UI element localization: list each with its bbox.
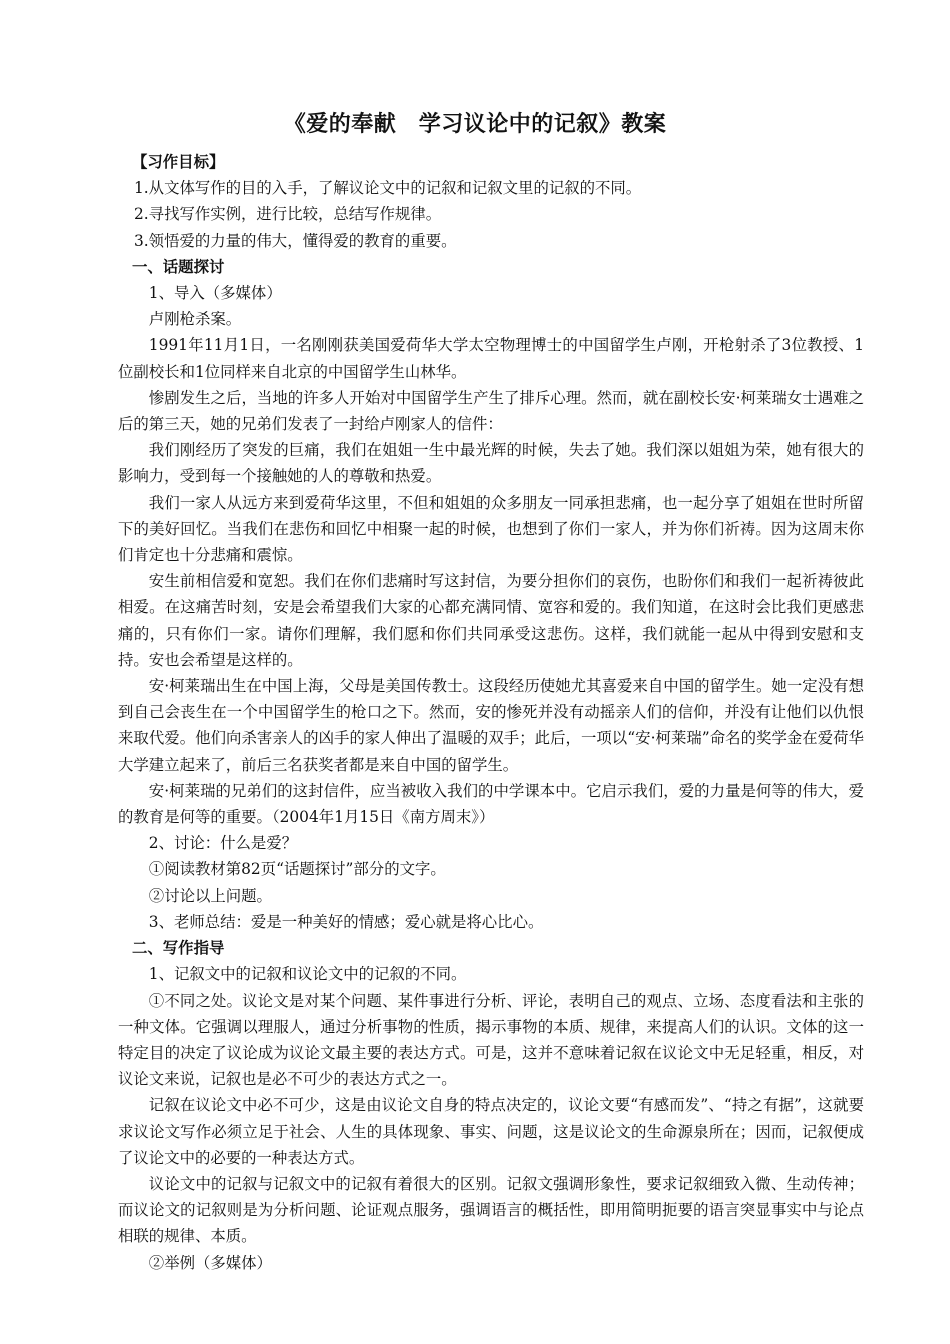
paragraph: 安生前相信爱和宽恕。我们在你们悲痛时写这封信，为要分担你们的哀伤，也盼你们和我们一起祈祷彼此相爱。在这痛苦时刻，安是会希望我们大家的心都充满同情、宽容和爱的。我们知道，在这时会比我们更感悲痛的，只有你们一家。请你们理解，我们愿和你们共同承受这悲伤。这样，我们就能一起从中得到安慰和支持。安也会希望是这样的。 [118,572,864,669]
paragraph: 1、记叙文中的记叙和议论文中的记叙的不同。 [148,965,467,984]
paragraph: 议论文中的记叙与记叙文中的记叙有着很大的区别。记叙文强调形象性，要求记叙细致入微、生动传神；而议论文的记叙则是为分析问题、论证观点服务，强调语言的概括性，即用简明扼要的语言突显事实中与论点相联的规律、本质。 [118,1174,864,1246]
paragraph: ①阅读教材第82页“话题探讨”部分的文字。 [148,860,446,879]
paragraph: ①不同之处。议论文是对某个问题、某件事进行分析、评论，表明自己的观点、立场、态度看法和主张的一种文体。它强调以理服人，通过分析事物的性质，揭示事物的本质、规律，来提高人们的认识。文体的这一特定目的决定了议论成为议论文最主要的表达方式。可是，这并不意味着记叙在议论文中无足轻重，相反，对议论文来说，记叙也是必不可少的表达方式之一。 [118,991,864,1089]
paragraph: 安·柯莱瑞出生在中国上海，父母是美国传教士。这段经历使她尤其喜爱来自中国的留学生。她一定没有想到自己会丧生在一个中国留学生的枪口之下。然而，安的惨死并没有动摇亲人们的信仰，并没有让他们以仇恨来取代爱。他们向杀害亲人的凶手的家人伸出了温暖的双手；此后，一项以“安·柯莱瑞”命名的奖学金在爱荷华大学建立起来了，前后三名获奖者都是来自中国的留学生。 [118,677,864,774]
goal-item: 1.从文体写作的目的入手，了解议论文中的记叙和记叙文里的记叙的不同。 [134,179,642,198]
goal-item: 2.寻找写作实例，进行比较，总结写作规律。 [134,205,442,224]
paragraph: 3、老师总结：爱是一种美好的情感；爱心就是将心比心。 [148,912,544,931]
paragraph: 我们刚经历了突发的巨痛，我们在姐姐一生中最光辉的时候，失去了她。我们深以姐姐为荣，她有很大的影响力，受到每一个接触她的人的尊敬和热爱。 [118,441,864,486]
paragraph: 记叙在议论文中必不可少，这是由议论文自身的特点决定的，议论文要“有感而发”、“持之有据”，这就要求议论文写作必须立足于社会、人生的具体现象、事实、问题，这是议论文的生命源泉所在；因而，记叙便成了议论文中的必要的一种表达方式。 [118,1096,864,1167]
paragraph: ②举例（多媒体） [148,1253,272,1272]
document-title: 《爱的奉献 学习议论中的记叙》教案 [283,112,667,137]
section-heading: 二、写作指导 [132,939,225,958]
document-body [118,149,864,1276]
paragraph: 2、讨论：什么是爱？ [148,834,298,853]
paragraph: 1991年11月1日，一名刚刚获美国爱荷华大学太空物理博士的中国留学生卢刚，开枪射杀了3位教授、1位副校长和1位同样来自北京的中国留学生山林华。 [118,336,864,381]
paragraph: 安·柯莱瑞的兄弟们的这封信件，应当被收入我们的中学课本中。它启示我们，爱的力量是何等的伟大，爱的教育是何等的重要。（2004年1月15日《南方周末》） [118,781,864,827]
goal-item: 3.领悟爱的力量的伟大，懂得爱的教育的重要。 [134,231,457,250]
paragraph: 1、导入（多媒体） [148,284,282,303]
paragraph: 我们一家人从远方来到爱荷华这里，不但和姐姐的众多朋友一同承担悲痛，也一起分享了姐姐在世时所留下的美好回忆。当我们在悲伤和回忆中相聚一起的时候，也想到了你们一家人，并为你们祈祷。因为这周末你们肯定也十分悲痛和震惊。 [118,493,864,565]
paragraph: ②讨论以上问题。 [148,886,272,905]
paragraph: 卢刚枪杀案。 [148,310,242,329]
section-label-goals: 【习作目标】 [132,153,225,171]
section-heading: 一、话题探讨 [132,257,225,276]
paragraph: 惨剧发生之后，当地的许多人开始对中国留学生产生了排斥心理。然而，就在副校长安·柯莱瑞女士遇难之后的第三天，她的兄弟们发表了一封给卢刚家人的信件： [118,388,864,434]
